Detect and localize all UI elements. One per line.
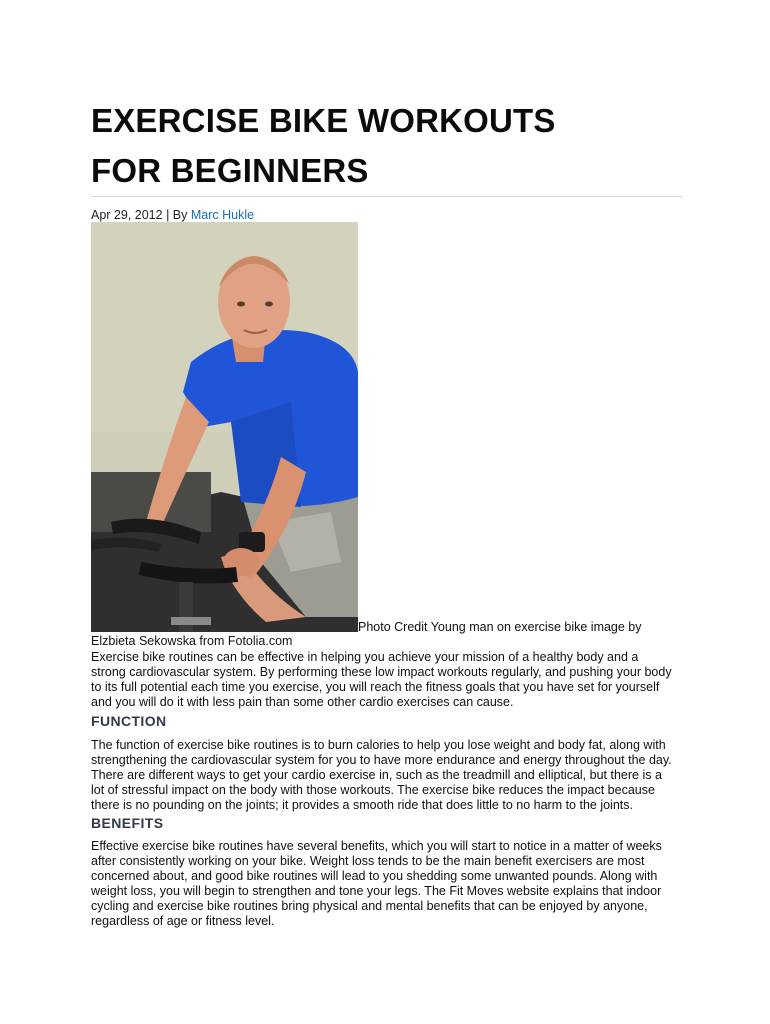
author-link[interactable]: Marc Hukle [190,208,255,222]
function-line: lot of stressful impact on the body with those workouts. The exercise bike reduces the impact because [91,783,655,797]
article-title [91,96,683,196]
function-line: strengthening the cardiovascular system for you to have more endurance and energy throughout the day. [91,753,672,767]
title-line-2: FOR BEGINNERS [91,152,369,189]
benefits-line: weight loss, you will begin to strengthen and tone your legs. The Fit Moves website explains that indoor [91,884,662,898]
photo-credit-line-2: Elzbieta Sekowska from Fotolia.com [91,634,293,648]
byline [91,207,254,223]
intro-line: to its full potential each time you exercise, you will reach the fitness goals that you have set for yourself [91,680,660,694]
benefits-line: concerned about, and good bike routines will lead to you shedding some unwanted pounds. Along with [91,869,658,883]
benefits-line: regardless of age or fitness level. [91,914,275,928]
function-paragraph [91,738,683,813]
function-line: The function of exercise bike routines is to burn calories to help you lose weight and body fat, along with [91,738,666,752]
function-heading: FUNCTION [91,713,167,729]
photo-credit-line-1: Photo Credit Young man on exercise bike image by [358,620,642,634]
intro-paragraph [91,650,683,710]
photo-man-on-exercise-bike-icon [91,222,358,632]
function-line: There are different ways to get your cardio exercise in, such as the treadmill and elliptical, but there is a [91,768,662,782]
benefits-heading: BENEFITS [91,815,164,831]
intro-line: strong cardiovascular system. By performing these low impact workouts regularly, and pushing your body [91,665,672,679]
benefits-line: cycling and exercise bike routines bring physical and mental benefits that can be enjoyed by anyone, [91,899,648,913]
function-line: there is no pounding on the joints; it provides a smooth ride that does little to no harm to the joints. [91,798,633,812]
publish-date: Apr 29, 2012 [91,208,163,222]
title-divider [91,196,683,197]
intro-line: Exercise bike routines can be effective in helping you achieve your mission of a healthy body and a [91,650,639,664]
article-photo [91,222,358,632]
benefits-paragraph [91,839,683,929]
intro-line: and you will do it with less pain than some other cardio exercises can cause. [91,695,514,709]
benefits-line: after consistently working on your bike. Weight loss tends to be the main benefit exercisers are most [91,854,645,868]
byline-separator: | By [162,208,191,222]
benefits-line: Effective exercise bike routines have several benefits, which you will start to notice in a matter of weeks [91,839,662,853]
title-line-1: EXERCISE BIKE WORKOUTS [91,102,556,139]
